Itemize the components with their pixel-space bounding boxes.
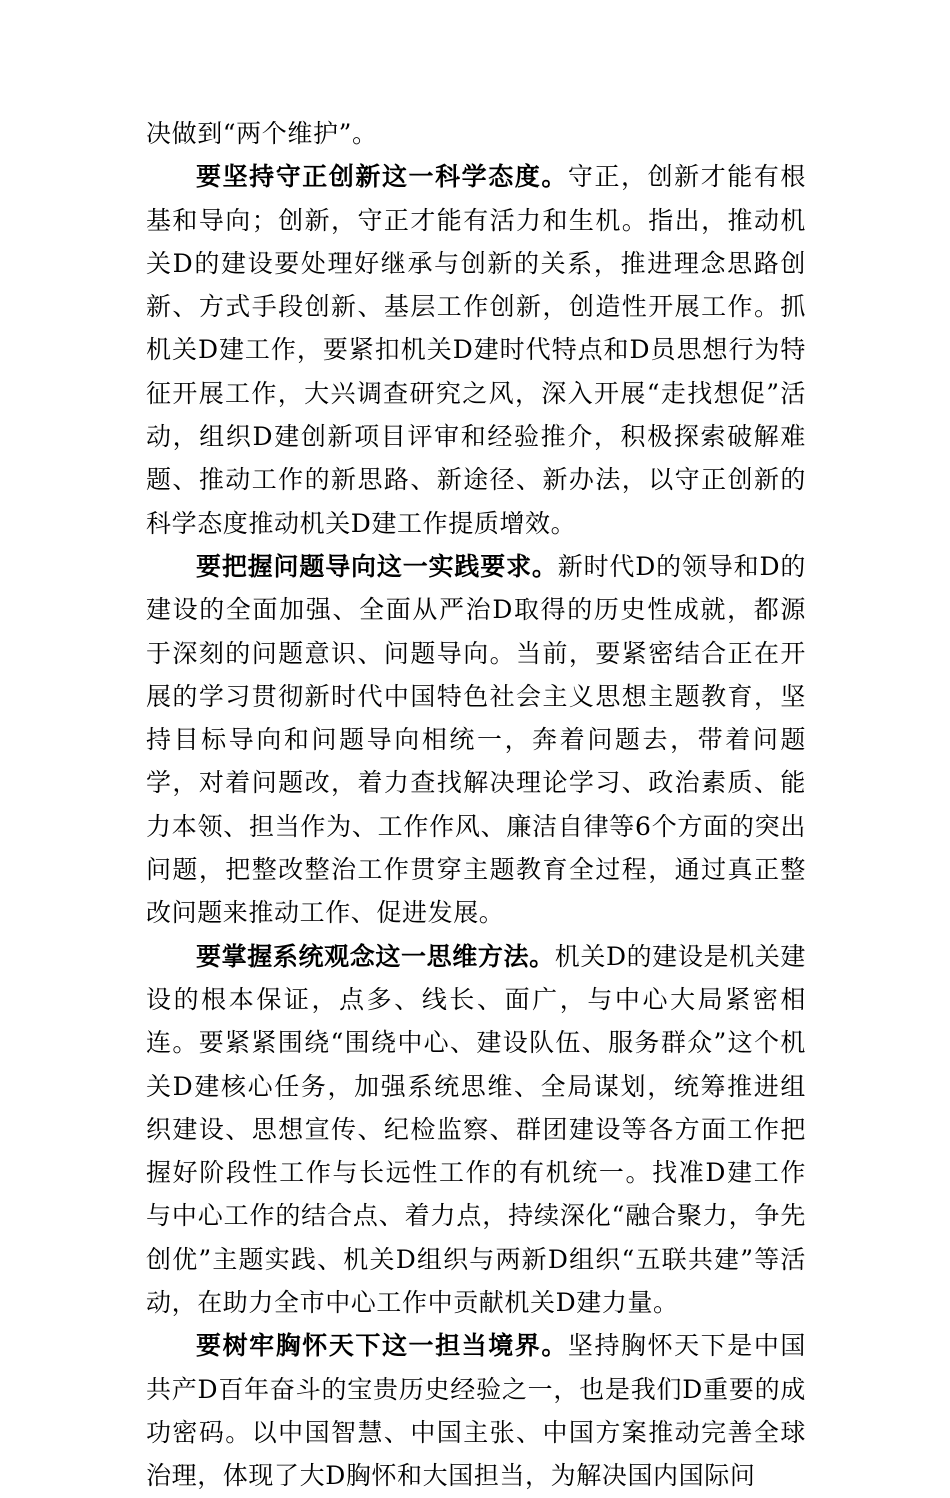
paragraph-systems-thinking <box>146 935 806 1325</box>
paragraph-continuation <box>146 112 806 155</box>
paragraph-heading: 要树牢胸怀天下这一担当境界。 <box>196 1331 568 1361</box>
document-body <box>146 112 806 1498</box>
paragraph-text: 守正，创新才能有根基和导向；创新，守正才能有活力和生机。指出，推动机关D的建设要处理好继承与创新的关系，推进理念思路创新、方式手段创新、基层工作创新，创造性开展工作。抓机关D建工作，要紧扣机关D建时代特点和D员思想行为特征开展工作，大兴调查研究之风，深入开展“走找想促”活动，组织D建创新项目评审和经验推介，积极探索破解难题、推动工作的新思路、新途径、新办法，以守正创新的科学态度推动机关D建工作提质增效。 <box>146 162 806 538</box>
paragraph-text: 坚持胸怀天下是中国共产D百年奋斗的宝贵历史经验之一，也是我们D重要的成功密码。以中国智慧、中国主张、中国方案推动完善全球治理，体现了大D胸怀和大国担当，为解决国内国际问 <box>146 1331 806 1491</box>
paragraph-text: 决做到“两个维护”。 <box>146 119 378 148</box>
paragraph-heading: 要把握问题导向这一实践要求。 <box>196 551 558 581</box>
paragraph-problem-orientation <box>146 545 806 935</box>
paragraph-heading: 要掌握系统观念这一思维方法。 <box>196 941 555 971</box>
paragraph-text: 新时代D的领导和D的建设的全面加强、全面从严治D取得的历史性成就，都源于深刻的问题意识、问题导向。当前，要紧密结合正在开展的学习贯彻新时代中国特色社会主义思想主题教育，坚持目标导向和问题导向相统一，奔着问题去，带着问题学，对着问题改，着力查找解决理论学习、政治素质、能力本领、担当作为、工作作风、廉洁自律等6个方面的突出问题，把整改整治工作贯穿主题教育全过程，通过真正整改问题来推动工作、促进发展。 <box>146 551 806 928</box>
paragraph-text: 机关D的建设是机关建设的根本保证，点多、线长、面广，与中心大局紧密相连。要紧紧围绕“围绕中心、建设队伍、服务群众”这个机关D建核心任务，加强系统思维、全局谋划，统筹推进组织建设、思想宣传、纪检监察、群团建设等各方面工作把握好阶段性工作与长远性工作的有机统一。找准D建工作与中心工作的结合点、着力点，持续深化“融合聚力，争先创优”主题实践、机关D组织与两新D组织“五联共建”等活动，在助力全市中心工作中贡献机关D建力量。 <box>146 941 806 1318</box>
paragraph-heading: 要坚持守正创新这一科学态度。 <box>196 162 568 192</box>
paragraph-innovation <box>146 155 806 545</box>
paragraph-global-vision <box>146 1324 806 1497</box>
